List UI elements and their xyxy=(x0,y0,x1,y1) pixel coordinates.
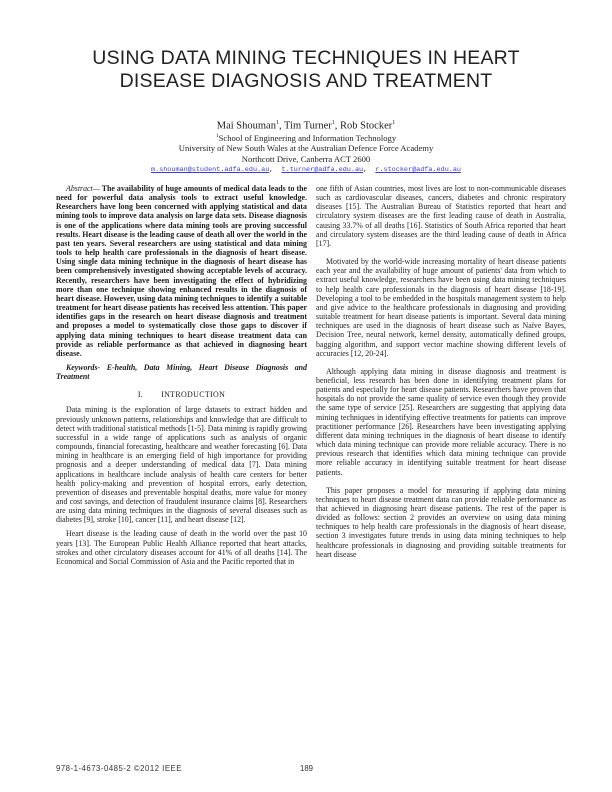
author-name: Tim Turner xyxy=(284,120,332,132)
author-list: Mai Shouman$^1$, Tim Turner$^1$, Rob Stocker$^1$ xyxy=(216,120,396,132)
affiliation-block xyxy=(40,131,572,164)
body-paragraph: Data mining is the exploration of large datasets to extract hidden and previously unknown patterns, relationships and knowledge that are difficult to detect with traditional statistical methods [1-5]. Data mining is rapidly growing successful in a wide range of applications such as analysis of organic compounds, financial forecasting, healthcare and weather forecasting [6]. Data mining in healthcare is an emerging field of high importance for providing prognosis and a deeper understanding of medical data [7]. Data mining applications in healthcare include analysis of health care centers for better health policy-making and prevention of hospital errors, early detection, prevention of diseases and preventable hospital deaths, more value for money and cost savings, and detection of fraudulent insurance claims [8]. Researchers are using data mining techniques in the diagnosis of several diseases such as diabetes [9], stroke [10], cancer [11], and heart disease [12]. xyxy=(56,405,307,525)
author-emails: m.shouman@student.adfa.edu.au, t.turner@adfa.edu.au, r.stocker@adfa.edu.au xyxy=(150,166,462,174)
body-paragraph: one fifth of Asian countries, most lives are lost to non-communicable diseases such as cardiovascular diseases, cancers, diabetes and chronic respiratory diseases [15]. The Australian Bureau of Statistics reported that heart and circulatory system diseases are the first leading cause of death in Australia, causing 33.7% of all deaths [16]. Statistics of South Africa reported that heart and circulatory system diseases are the third leading cause of death in Africa [17]. xyxy=(316,184,566,248)
title-line-2: DISEASE DIAGNOSIS AND TREATMENT xyxy=(119,70,493,92)
paper-title xyxy=(40,47,572,93)
right-column xyxy=(316,184,566,559)
left-column xyxy=(56,184,307,566)
body-paragraph: Motivated by the world-wide increasing mortality of heart disease patients each year and the availability of huge amount of patients' data from which to extract useful knowledge, researchers have been using data mining techniques to help health care professionals in the diagnosis of heart disease [18-19]. Developing a tool to be embedded in the hospitals management system to help and give advice to the healthcare professionals in diagnosing and providing suitable treatment for heart disease patients is important. Several data mining techniques are used in the diagnosis of heart disease such as Naïve Bayes, Decision Tree, neural network, kernel density, automatically defined groups, bagging algorithm, and support vector machine showing different levels of accuracies [12, 20-24]. xyxy=(316,257,566,358)
affiliation-school: School of Engineering and Information Technology xyxy=(218,132,397,143)
affiliation-address: Northcott Drive, Canberra ACT 2600 xyxy=(241,153,371,164)
body-paragraph: This paper proposes a model for measuring if applying data mining techniques to heart disease treatment data can provide reliable performance as that achieved in diagnosing heart disease patients. The rest of the paper is divided as follows: section 2 provides an overview on using data mining techniques to help health care professionals in the diagnosis of heart disease, section 3 investigates future trends in using data mining techniques to help healthcare professionals in diagnosing and providing suitable treatments for heart disease xyxy=(316,485,566,559)
abstract xyxy=(56,184,307,358)
author-name: Rob Stocker xyxy=(340,120,393,132)
keywords: Keywords- E-health, Data Mining, Heart Disease Diagnosis and Treatment xyxy=(56,362,307,382)
affiliation-mark: 1 xyxy=(215,133,219,139)
author-name: Mai Shouman xyxy=(216,120,276,132)
abstract-lead: Abstract— xyxy=(66,184,100,193)
email-link[interactable]: t.turner@adfa.edu.au xyxy=(281,166,364,174)
body-paragraph: Heart disease is the leading cause of death in the world over the past 10 years [13]. The European Public Health Alliance reported that heart attacks, strokes and other circulatory diseases account for 41% of all deaths [14]. The Economical and Social Commission of Asia and the Pacific reported that in xyxy=(56,529,307,566)
section-number: I. xyxy=(137,390,144,400)
abstract-text: The availability of huge amounts of medical data leads to the need for powerful data analysis tools to extract useful knowledge. Researchers have long been concerned with applying statistical and data mining tools to improve data analysis on large data sets. Disease diagnosis is one of the applications where data mining tools are proving successful results. Heart disease is the leading cause of death all over the world in the past ten years. Several researchers are using statistical and data mining tools to help health care professionals in the diagnosis of heart disease. Using single data mining technique in the diagnosis of heart disease has been comprehensively investigated showing acceptable levels of accuracy. Recently, researchers have been investigating the effect of hybridizing more than one technique showing enhanced results in the diagnosis of heart disease. However, using data mining techniques to identify a suitable treatment for heart disease patients has received less attention. This paper identifies gaps in the research on heart disease diagnosis and treatment and proposes a model to systematically close those gaps to discover if applying data mining techniques to heart disease treatment data can provide as reliable performance as that achieved in diagnosing heart disease. xyxy=(56,184,307,358)
copyright-footer: 978-1-4673-0485-2 ©2012 IEEE xyxy=(56,764,182,773)
email-link[interactable]: r.stocker@adfa.edu.au xyxy=(375,166,462,174)
section-title: INTRODUCTION xyxy=(161,390,226,400)
body-paragraph: Although applying data mining in disease diagnosis and treatment is beneficial, less research has been done in identifying treatment plans for patients and especially for heart disease patients. Researchers have proven that hospitals do not provide the same quality of service even though they provide the same type of service [25]. Researchers are suggesting that applying data mining techniques in identifying effective treatments for patients can improve practitioner performance [26]. Researchers have been investigating applying different data mining techniques in the diagnosis of heart disease to identify which data mining technique can provide more reliable accuracy. There is no previous research that identifies which data mining technique can provide more reliable accuracy in identifying suitable treatment for heart disease patients. xyxy=(316,366,566,477)
title-line-1: USING DATA MINING TECHNIQUES IN HEART xyxy=(92,47,520,69)
email-link[interactable]: m.shouman@student.adfa.edu.au xyxy=(150,166,270,174)
affiliation-university: University of New South Wales at the Australian Defence Force Academy xyxy=(178,143,434,154)
section-heading xyxy=(56,390,307,399)
author-affiliation-mark: 1 xyxy=(392,120,396,126)
author-affiliation-mark: 1 xyxy=(275,120,279,126)
page-number: 189 xyxy=(300,764,314,773)
author-affiliation-mark: 1 xyxy=(331,120,335,126)
